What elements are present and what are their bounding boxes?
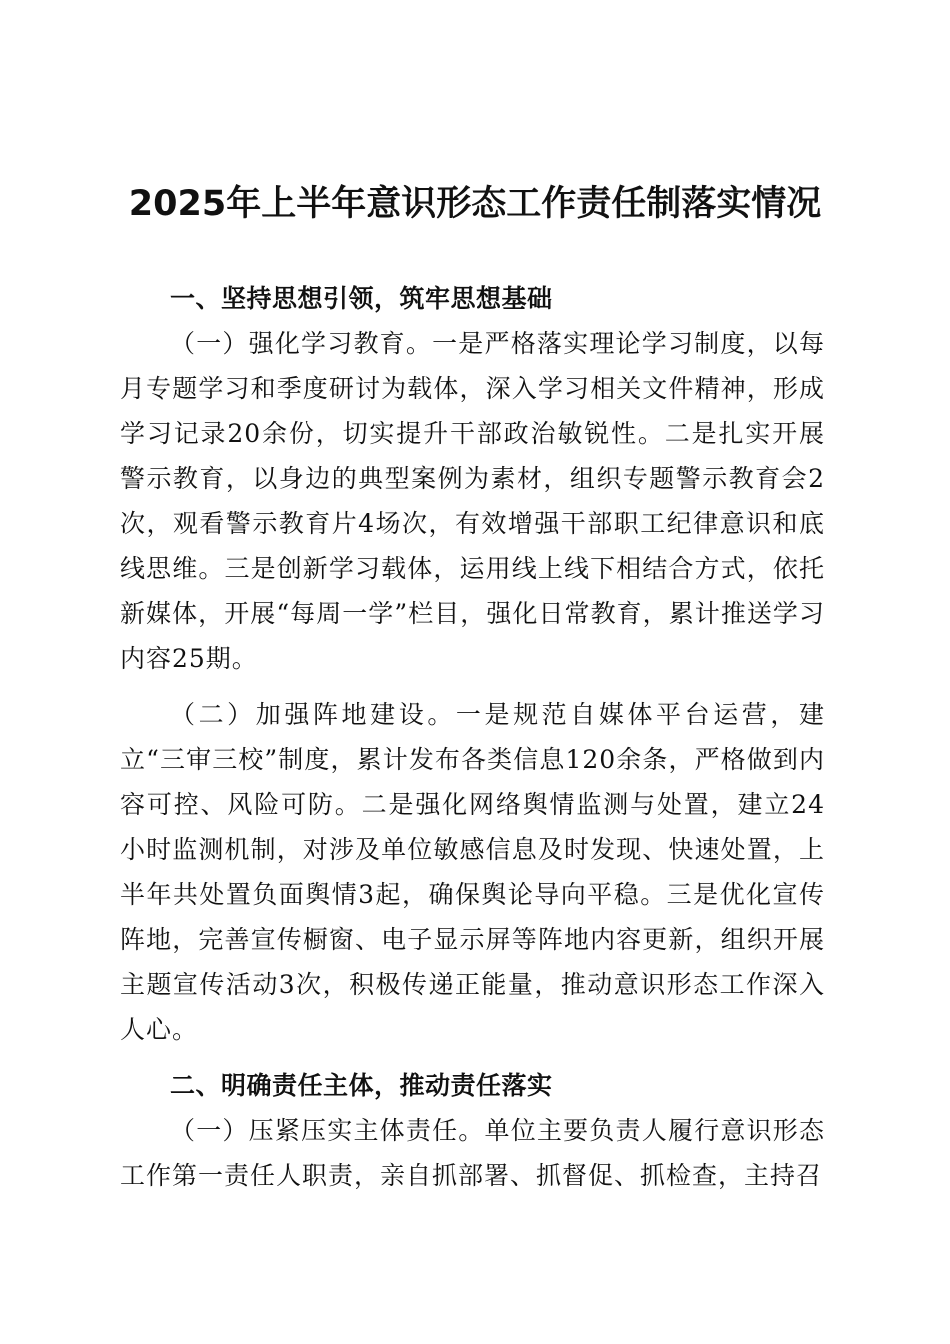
section-heading-2: 二、明确责任主体，推动责任落实 (170, 1071, 553, 1100)
paragraph-main-responsibility: （一）压紧压实主体责任。单位主要负责人履行意识形态工作第一责任人职责，亲自抓部署、抓督促、抓检查，主持召 (120, 1116, 825, 1190)
section-heading-1: 一、坚持思想引领，筑牢思想基础 (170, 284, 553, 313)
document-title: 2025年上半年意识形态工作责任制落实情况 (128, 184, 822, 224)
paragraph-position-building: （二）加强阵地建设。一是规范自媒体平台运营，建立“三审三校”制度，累计发布各类信息120余条，严格做到内容可控、风险可防。二是强化网络舆情监测与处置，建立24小时监测机制，对涉及单位敏感信息及时发现、快速处置，上半年共处置负面舆情3起，确保舆论导向平稳。三是优化宣传阵地，完善宣传橱窗、电子显示屏等阵地内容更新，组织开展主题宣传活动3次，积极传递正能量，推动意识形态工作深入人心。 (120, 700, 825, 1044)
document-body (120, 276, 825, 1198)
paragraph-study-education: （一）强化学习教育。一是严格落实理论学习制度，以每月专题学习和季度研讨为载体，深入学习相关文件精神，形成学习记录20余份，切实提升干部政治敏锐性。二是扎实开展警示教育，以身边的典型案例为素材，组织专题警示教育会2次，观看警示教育片4场次，有效增强干部职工纪律意识和底线思维。三是创新学习载体，运用线上线下相结合方式，依托新媒体，开展“每周一学”栏目，强化日常教育，累计推送学习内容25期。 (120, 329, 825, 673)
